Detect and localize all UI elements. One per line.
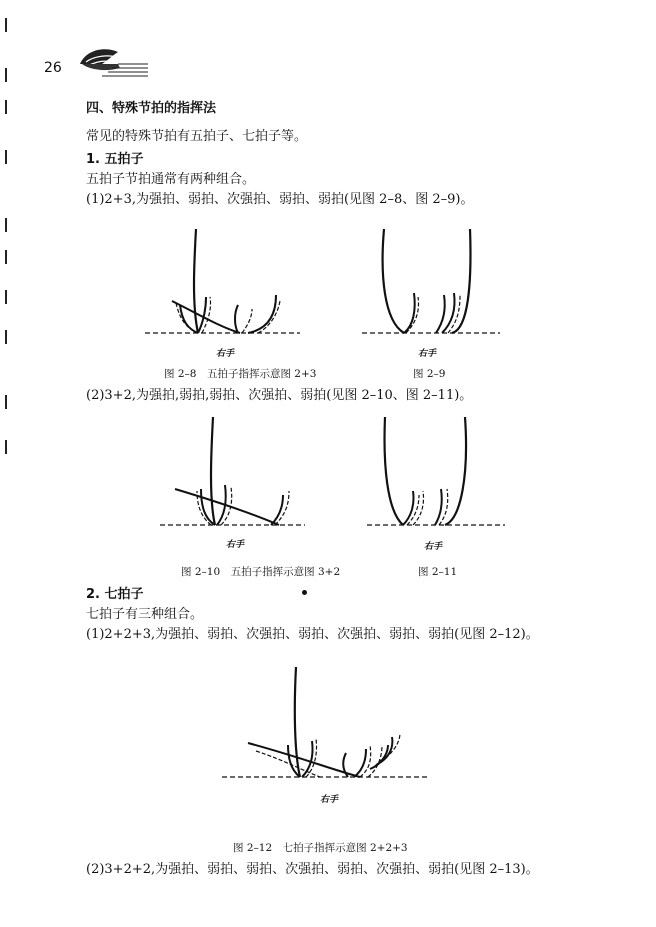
margin-mark <box>5 218 7 232</box>
list-item: (2)3+2+2,为强拍、弱拍、弱拍、次强拍、弱拍、次强拍、弱拍(见图 2–13)。 <box>86 862 539 877</box>
right-hand-label: 右手 <box>418 349 437 359</box>
margin-mark <box>5 330 7 344</box>
paragraph: 七拍子有三种组合。 <box>86 607 204 622</box>
subsection-heading: 2. 七拍子 <box>86 587 144 602</box>
header-ornament-icon <box>72 42 152 78</box>
right-hand-label: 右手 <box>216 349 235 359</box>
list-item: (1)2+3,为强拍、弱拍、次强拍、弱拍、弱拍(见图 2–8、图 2–9)。 <box>86 192 474 207</box>
margin-mark <box>5 68 7 82</box>
figure-caption: 图 2–8 五拍子指挥示意图 2+3 <box>164 368 317 380</box>
figure-caption: 图 2–11 <box>418 566 458 578</box>
figure-2-9 <box>360 225 505 345</box>
figure-caption: 图 2–12 七拍子指挥示意图 2+2+3 <box>233 842 408 854</box>
margin-mark <box>5 440 7 454</box>
figure-caption: 图 2–9 <box>413 368 446 380</box>
right-hand-label: 右手 <box>424 542 443 552</box>
figure-2-11 <box>365 415 510 530</box>
paragraph: 五拍子节拍通常有两种组合。 <box>86 172 256 187</box>
figure-2-12 <box>220 665 435 785</box>
margin-mark <box>5 290 7 304</box>
figure-2-10 <box>155 415 310 530</box>
margin-mark <box>5 395 7 409</box>
right-hand-label: 右手 <box>226 540 245 550</box>
margin-mark <box>5 250 7 264</box>
margin-mark <box>5 100 7 114</box>
section-heading: 四、特殊节拍的指挥法 <box>86 101 217 116</box>
list-item: (2)3+2,为强拍,弱拍,弱拍、次强拍、弱拍(见图 2–10、图 2–11)。 <box>86 388 473 403</box>
intro-paragraph: 常见的特殊节拍有五拍子、七拍子等。 <box>86 129 308 144</box>
list-item: (1)2+2+3,为强拍、弱拍、次强拍、弱拍、次强拍、弱拍、弱拍(见图 2–12)。 <box>86 627 539 642</box>
subsection-heading: 1. 五拍子 <box>86 152 144 167</box>
page-number: 26 <box>44 60 62 76</box>
margin-mark <box>5 150 7 164</box>
stray-dot <box>302 590 307 595</box>
figure-2-8 <box>140 225 310 345</box>
figure-caption: 图 2–10 五拍子指挥示意图 3+2 <box>181 566 341 578</box>
margin-mark <box>5 18 7 32</box>
right-hand-label: 右手 <box>320 795 339 805</box>
